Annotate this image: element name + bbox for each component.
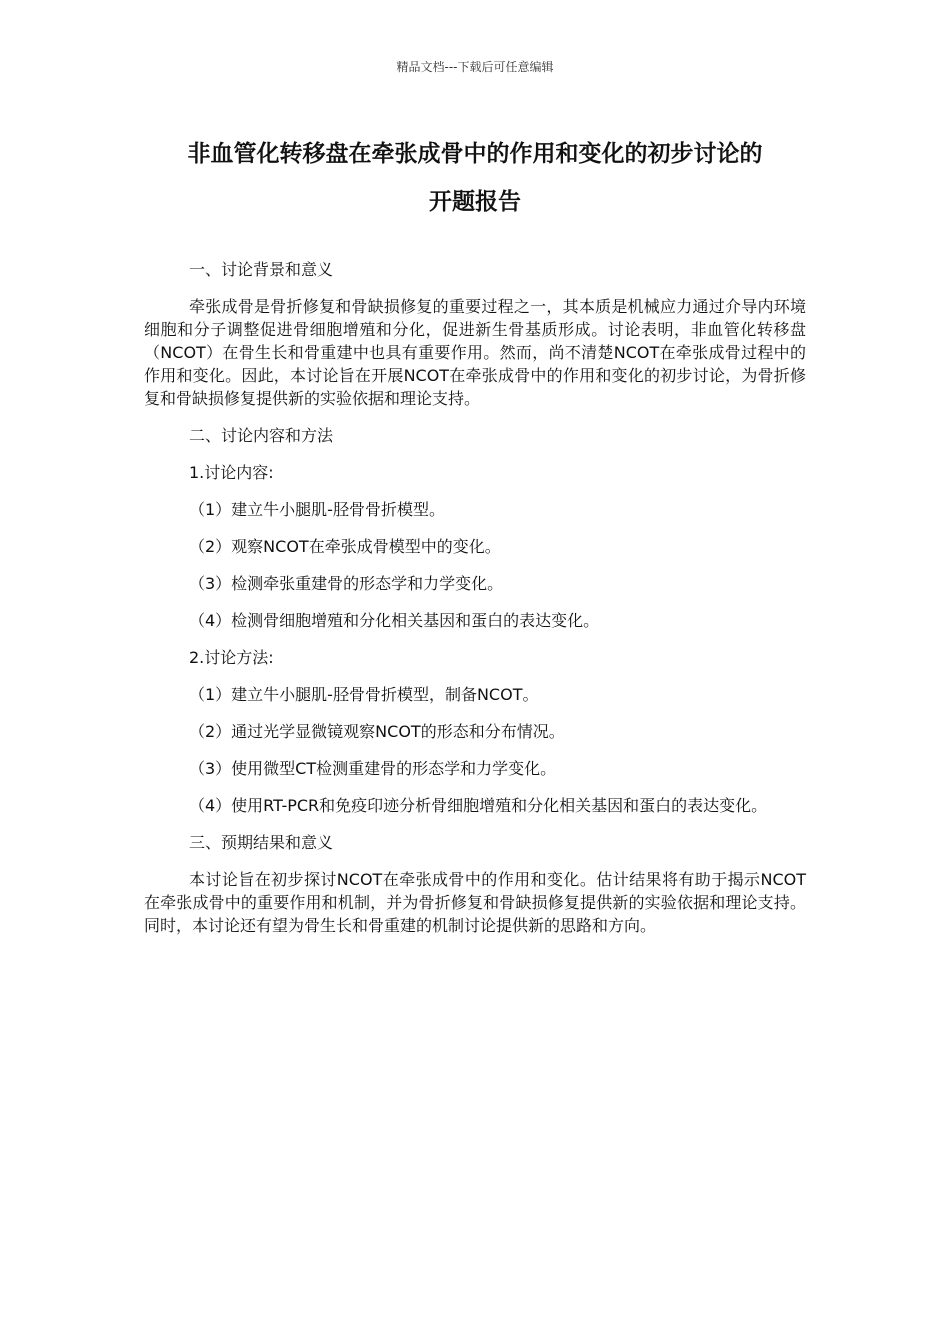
content-list-item: （2）观察NCOT在牵张成骨模型中的变化。 xyxy=(189,537,501,556)
document-body xyxy=(144,258,806,951)
method-list-item: （2）通过光学显微镜观察NCOT的形态和分布情况。 xyxy=(189,722,565,741)
page-header-note: 精品文档---下载后可任意编辑 xyxy=(396,60,554,74)
subheading-research-content: 1.讨论内容: xyxy=(189,463,274,482)
subheading-research-methods: 2.讨论方法: xyxy=(189,648,274,667)
section-heading-content-methods: 二、讨论内容和方法 xyxy=(189,426,334,445)
document-title-line-2: 开题报告 xyxy=(429,189,521,215)
method-list-item: （3）使用微型CT检测重建骨的形态学和力学变化。 xyxy=(189,759,557,778)
method-list-item: （1）建立牛小腿肌-胫骨骨折模型，制备NCOT。 xyxy=(189,685,539,704)
background-paragraph: 牵张成骨是骨折修复和骨缺损修复的重要过程之一，其本质是机械应力通过介导内环境细胞和分子调整促进骨细胞增殖和分化，促进新生骨基质形成。讨论表明，非血管化转移盘（NCOT）在骨生长和骨重建中也具有重要作用。然而，尚不清楚NCOT在牵张成骨过程中的作用和变化。因此，本讨论旨在开展NCOT在牵张成骨中的作用和变化的初步讨论，为骨折修复和骨缺损修复提供新的实验依据和理论支持。 xyxy=(144,297,806,408)
method-list-item: （4）使用RT-PCR和免疫印迹分析骨细胞增殖和分化相关基因和蛋白的表达变化。 xyxy=(189,796,768,815)
content-list-item: （3）检测牵张重建骨的形态学和力学变化。 xyxy=(189,574,504,593)
section-heading-background: 一、讨论背景和意义 xyxy=(189,260,334,279)
document-title-line-1: 非血管化转移盘在牵张成骨中的作用和变化的初步讨论的 xyxy=(187,141,763,167)
section-heading-expected-results: 三、预期结果和意义 xyxy=(189,833,334,852)
expected-results-paragraph: 本讨论旨在初步探讨NCOT在牵张成骨中的作用和变化。估计结果将有助于揭示NCOT在牵张成骨中的重要作用和机制，并为骨折修复和骨缺损修复提供新的实验依据和理论支持。同时，本讨论还有望为骨生长和骨重建的机制讨论提供新的思路和方向。 xyxy=(144,870,806,935)
content-list-item: （4）检测骨细胞增殖和分化相关基因和蛋白的表达变化。 xyxy=(189,611,600,630)
content-list-item: （1）建立牛小腿肌-胫骨骨折模型。 xyxy=(189,500,445,519)
document-title xyxy=(140,130,810,226)
